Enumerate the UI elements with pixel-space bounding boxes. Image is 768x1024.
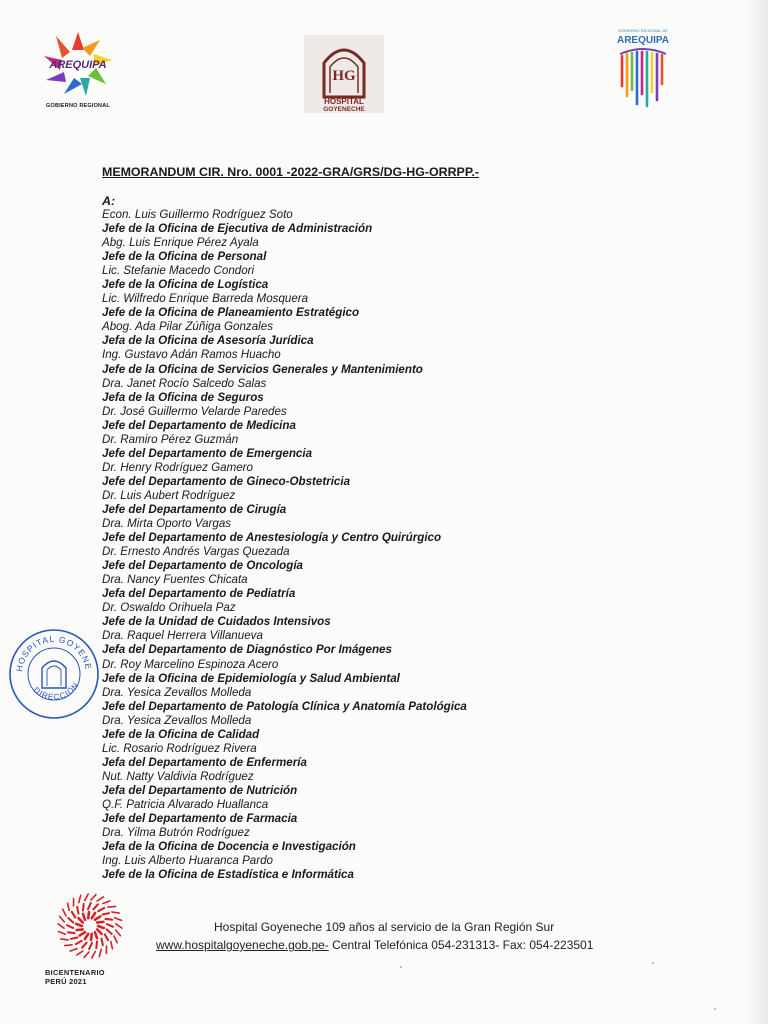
recipient-position: Jefa de la Oficina de Asesoría Jurídica (102, 334, 314, 348)
recipient-position: Jefe de la Oficina de Servicios Generales y Mantenimiento (102, 362, 423, 376)
recipient-position: Jefe de la Oficina de Logística (102, 278, 269, 292)
direccion-stamp (8, 628, 100, 720)
recipient-position: Jefe de la Oficina de Epidemiología y Salud Ambiental (102, 671, 400, 685)
recipient-name: Dr. Ernesto Andrés Vargas Quezada (102, 545, 290, 559)
recipient-name: Nut. Natty Valdivia Rodríguez (102, 769, 254, 783)
recipient-name: Dra. Yesica Zevallos Molleda (102, 685, 252, 699)
recipient-name: Dr. Oswaldo Orihuela Paz (102, 601, 236, 615)
recipient-name: Dra. Janet Rocío Salcedo Salas (102, 376, 267, 390)
recipient-name: Lic. Rosario Rodríguez Rivera (102, 741, 257, 755)
arequipa-regional-logo (38, 30, 118, 114)
recipient-name: Dr. José Guillermo Velarde Paredes (102, 404, 287, 418)
recipient-name: Ing. Luis Alberto Huaranca Pardo (102, 854, 274, 868)
center-logo-line2: GOYENECHE (323, 106, 365, 113)
recipient-position: Jefe del Departamento de Oncología (102, 559, 304, 573)
recipient-list (102, 208, 467, 882)
recipient-position: Jefe del Departamento de Medicina (102, 418, 296, 432)
recipient-position: Jefa de la Oficina de Seguros (102, 390, 264, 404)
recipient-name: Dra. Yesica Zevallos Molleda (102, 713, 252, 727)
hospital-website-link[interactable]: www.hospitalgoyeneche.gob.pe- (156, 938, 329, 952)
arequipa-government-logo (612, 24, 674, 110)
hospital-goyeneche-logo (304, 35, 384, 113)
recipient-name: Lic. Wilfredo Enrique Barreda Mosquera (102, 292, 309, 306)
scan-speck (652, 962, 654, 964)
recipient-position: Jefe del Departamento de Emergencia (102, 446, 313, 460)
recipient-name: Abog. Ada Pilar Zúñiga Gonzales (102, 320, 274, 334)
recipient-name: Ing. Gustavo Adán Ramos Huacho (102, 348, 281, 362)
bicentenario-line1: BICENTENARIO (45, 968, 105, 977)
recipient-position: Jefe del Departamento de Cirugía (102, 502, 287, 516)
recipient-position: Jefa de la Oficina de Docencia e Investigación (102, 840, 356, 854)
bicentenario-text (45, 968, 105, 986)
right-logo-small-text: GOBIERNO REGIONAL DE (618, 28, 668, 33)
recipient-position: Jefe del Departamento de Farmacia (102, 812, 298, 826)
left-logo-text: AREQUIPA (49, 59, 107, 71)
recipient-position: Jefe de la Unidad de Cuidados Intensivos (102, 615, 331, 629)
recipient-position: Jefe de la Oficina de Personal (102, 250, 267, 264)
right-logo-text: AREQUIPA (616, 35, 670, 46)
recipient-name: Dra. Nancy Fuentes Chicata (102, 573, 248, 587)
footer-contact: Central Telefónica 054-231313- Fax: 054-223501 (328, 938, 594, 952)
footer-contact-line (156, 938, 593, 952)
recipient-position: Jefa del Departamento de Diagnóstico Por Imágenes (102, 643, 392, 657)
recipient-position: Jefe de la Oficina de Estadística e Informática (102, 868, 354, 882)
left-logo-caption: GOBIERNO REGIONAL (46, 103, 110, 109)
recipient-name: Q.F. Patricia Alvarado Huallanca (102, 797, 269, 811)
bicentenario-line2: PERÚ 2021 (45, 977, 87, 986)
recipient-position: Jefe de la Oficina de Calidad (102, 727, 260, 741)
recipient-name: Dra. Raquel Herrera Villanueva (102, 629, 263, 643)
recipient-name: Dr. Henry Rodríguez Gamero (102, 460, 253, 474)
scan-speck (400, 966, 402, 968)
recipient-name: Abg. Luis Enrique Pérez Ayala (102, 236, 259, 250)
bicentenario-logo (52, 890, 128, 964)
recipient-name: Econ. Luis Guillermo Rodríguez Soto (102, 208, 293, 221)
recipient-position: Jefe del Departamento de Gineco-Obstetricia (102, 474, 351, 488)
center-logo-monogram: HG (332, 68, 356, 84)
scan-speck (714, 1008, 716, 1010)
stamp-bottom-text: DIRECCIÓN (31, 680, 81, 702)
to-label: A: (102, 194, 116, 208)
recipient-position: Jefe de la Oficina de Ejecutiva de Administración (102, 222, 373, 236)
footer-tagline: Hospital Goyeneche 109 años al servicio de la Gran Región Sur (214, 920, 555, 934)
center-logo-line1: HOSPITAL (324, 97, 364, 106)
recipient-name: Dra. Yilma Butrón Rodríguez (102, 826, 250, 840)
page-edge-shadow (746, 0, 768, 1024)
recipient-position: Jefe de la Oficina de Planeamiento Estratégico (102, 306, 360, 320)
recipient-name: Lic. Stefanie Macedo Condori (102, 264, 255, 278)
recipient-name: Dr. Roy Marcelino Espinoza Acero (102, 657, 279, 671)
recipient-name: Dr. Ramiro Pérez Guzmán (102, 432, 239, 446)
recipient-position: Jefa del Departamento de Enfermería (102, 755, 307, 769)
memo-title: MEMORANDUM CIR. Nro. 0001 -2022-GRA/GRS/DG-HG-ORRPP.- (102, 165, 480, 179)
stamp-top-text: HOSPITAL GOYENE (13, 633, 94, 673)
svg-text:HOSPITAL GOYENECHE (8, 628, 94, 672)
recipient-position: Jefe del Departamento de Patología Clínica y Anatomía Patológica (102, 699, 467, 713)
recipient-position: Jefa del Departamento de Pediatría (102, 587, 296, 601)
recipient-name: Dr. Luis Aubert Rodríguez (102, 488, 236, 502)
recipient-position: Jefa del Departamento de Nutrición (102, 783, 298, 797)
recipient-name: Dra. Mirta Oporto Vargas (102, 517, 232, 531)
svg-text:DIRECCIÓN (32, 680, 81, 701)
recipient-position: Jefe del Departamento de Anestesiología y Centro Quirúrgico (102, 531, 442, 545)
